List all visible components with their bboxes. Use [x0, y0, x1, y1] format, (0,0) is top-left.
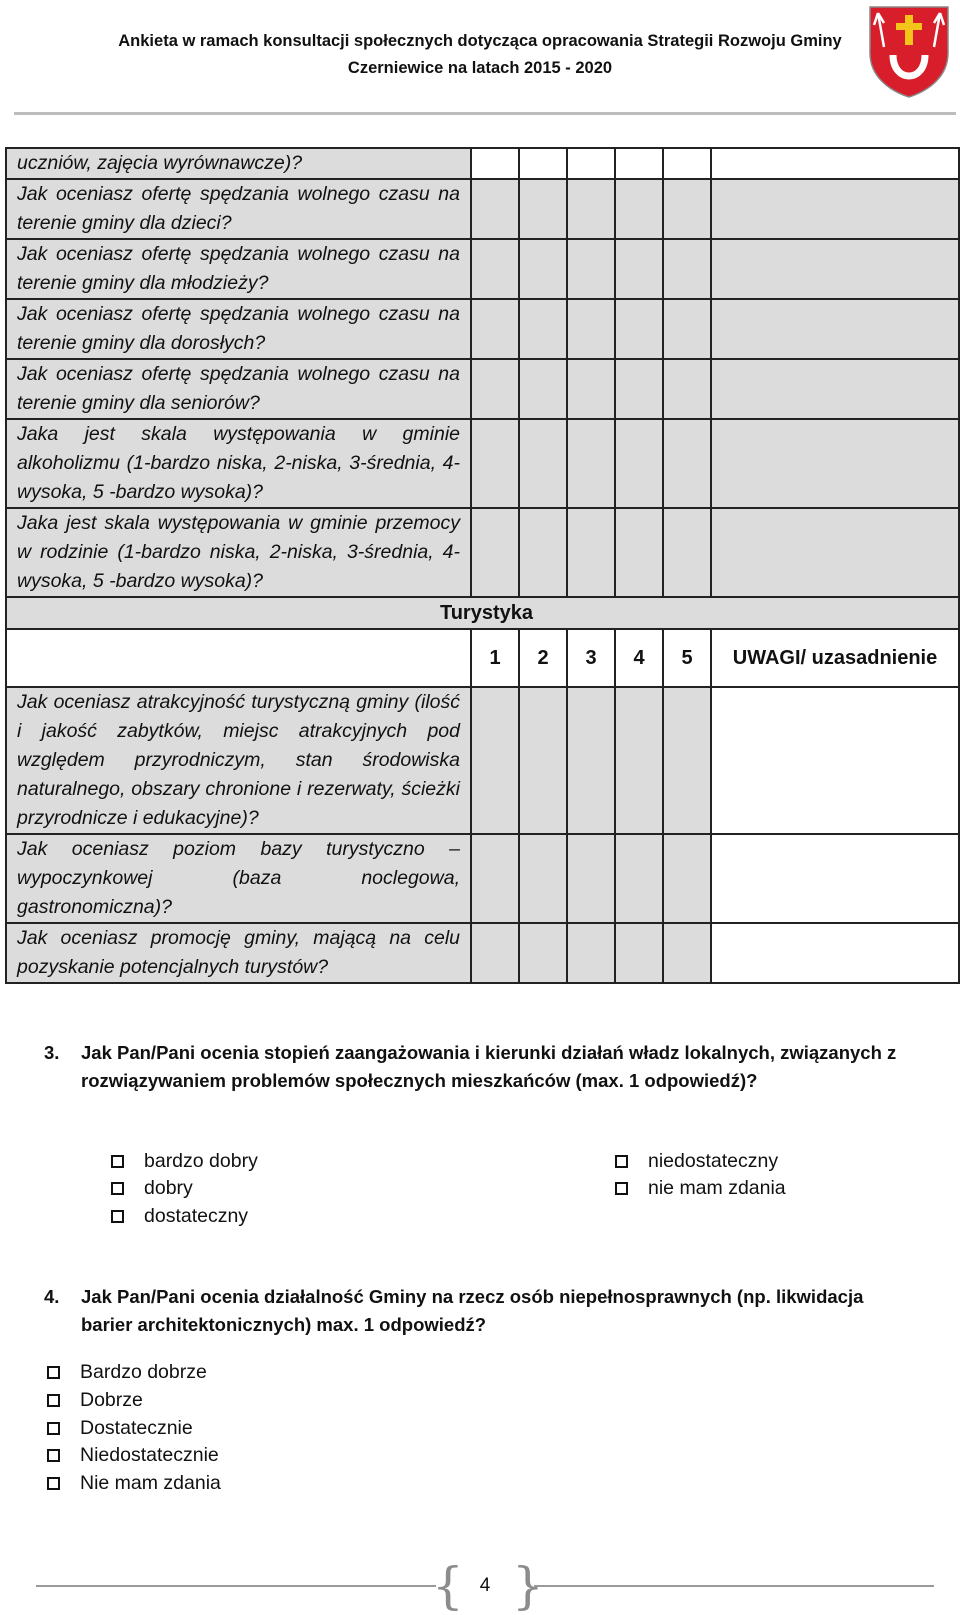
rating-cell[interactable]	[567, 923, 615, 983]
left-brace-icon: {	[432, 1557, 464, 1615]
rating-cell[interactable]	[567, 148, 615, 179]
rating-cell[interactable]	[471, 508, 519, 597]
scale-label: 1	[471, 629, 519, 687]
question-cell: Jak oceniasz atrakcyjność turystyczną gminy (ilość i jakość zabytków, miejsc atrakcyjnych pod względem przyrodniczym, stan środowiska naturalnego, obszary chronione i rezerwaty, ścieżki przyrodnicze i edukacyjne)?	[6, 687, 471, 834]
rating-cell[interactable]	[519, 148, 567, 179]
rating-cell[interactable]	[519, 834, 567, 923]
header-title-line1: Ankieta w ramach konsultacji społecznych dotycząca opracowania Strategii Rozwoju Gminy	[118, 32, 842, 50]
rating-cell[interactable]	[567, 359, 615, 419]
table-row	[6, 359, 959, 419]
rating-cell[interactable]	[519, 299, 567, 359]
scale-header-row	[6, 629, 959, 687]
rating-cell[interactable]	[663, 834, 711, 923]
question-text-line: rozwiązywaniem problemów społecznych mieszkańców (max. 1 odpowiedź)?	[81, 1070, 758, 1091]
question-text-line: Jak Pan/Pani ocenia stopień zaangażowania i kierunki działań władz lokalnych, związanych z	[81, 1042, 897, 1063]
option-bardzo-dobrze[interactable]	[47, 1359, 207, 1386]
rating-cell[interactable]	[519, 239, 567, 299]
option-label: Bardzo dobrze	[80, 1361, 207, 1383]
remarks-cell[interactable]	[711, 834, 959, 923]
question-text-line: barier architektonicznych) max. 1 odpowiedź?	[81, 1314, 487, 1335]
rating-cell[interactable]	[615, 687, 663, 834]
rating-cell[interactable]	[663, 299, 711, 359]
header-title	[80, 28, 880, 82]
rating-cell[interactable]	[663, 239, 711, 299]
rating-cell[interactable]	[615, 923, 663, 983]
footer-divider-right	[534, 1585, 934, 1587]
checkbox-icon[interactable]	[47, 1366, 60, 1379]
checkbox-icon[interactable]	[111, 1155, 124, 1168]
scale-label: 5	[663, 629, 711, 687]
remarks-header: UWAGI/ uzasadnienie	[711, 629, 959, 687]
option-label: Dobrze	[80, 1389, 143, 1411]
option-label: dobry	[144, 1177, 193, 1199]
rating-cell[interactable]	[615, 359, 663, 419]
header-title-line2: Czerniewice na latach 2015 - 2020	[347, 59, 613, 77]
coat-of-arms-icon	[866, 3, 952, 99]
footer-divider-left	[36, 1585, 436, 1587]
checkbox-icon[interactable]	[47, 1394, 60, 1407]
rating-cell[interactable]	[471, 923, 519, 983]
header-divider	[14, 112, 956, 115]
question-cell: Jak oceniasz ofertę spędzania wolnego czasu na terenie gminy dla dorosłych?	[6, 299, 471, 359]
rating-cell[interactable]	[567, 687, 615, 834]
table-row	[6, 179, 959, 239]
question-text-line: Jak Pan/Pani ocenia działalność Gminy na rzecz osób niepełnosprawnych (np. likwidacja	[81, 1286, 864, 1307]
rating-cell[interactable]	[615, 299, 663, 359]
checkbox-icon[interactable]	[615, 1182, 628, 1195]
rating-cell[interactable]	[471, 359, 519, 419]
question-cell: Jak oceniasz poziom bazy turystyczno – wypoczynkowej (baza noclegowa, gastronomiczna)?	[6, 834, 471, 923]
checkbox-icon[interactable]	[111, 1182, 124, 1195]
rating-cell[interactable]	[519, 508, 567, 597]
rating-cell[interactable]	[519, 923, 567, 983]
remarks-cell[interactable]	[711, 508, 959, 597]
section-title: Turystyka	[6, 597, 959, 629]
rating-cell[interactable]	[519, 687, 567, 834]
question-cell: Jak oceniasz ofertę spędzania wolnego czasu na terenie gminy dla młodzieży?	[6, 239, 471, 299]
rating-cell[interactable]	[471, 239, 519, 299]
question-cell: Jaka jest skala występowania w gminie alkoholizmu (1-bardzo niska, 2-niska, 3-średnia, 4-wysoka, 5 -bardzo wysoka)?	[6, 419, 471, 508]
checkbox-icon[interactable]	[47, 1422, 60, 1435]
option-dostatecznie[interactable]	[47, 1415, 193, 1442]
rating-cell[interactable]	[567, 179, 615, 239]
rating-cell[interactable]	[567, 508, 615, 597]
option-dobry[interactable]	[111, 1175, 193, 1202]
checkbox-icon[interactable]	[615, 1155, 628, 1168]
rating-cell[interactable]	[519, 419, 567, 508]
rating-cell[interactable]	[615, 148, 663, 179]
checkbox-icon[interactable]	[47, 1477, 60, 1490]
question-cell: Jak oceniasz ofertę spędzania wolnego czasu na terenie gminy dla seniorów?	[6, 359, 471, 419]
rating-cell[interactable]	[567, 299, 615, 359]
table-row	[6, 148, 959, 179]
option-label: dostateczny	[144, 1205, 249, 1227]
rating-cell[interactable]	[663, 923, 711, 983]
option-dobrze[interactable]	[47, 1387, 143, 1414]
rating-cell[interactable]	[471, 419, 519, 508]
rating-cell[interactable]	[615, 239, 663, 299]
survey-table	[5, 147, 960, 984]
scale-label: 2	[519, 629, 567, 687]
section-row	[6, 597, 959, 629]
table-row	[6, 834, 959, 923]
rating-cell[interactable]	[567, 419, 615, 508]
rating-cell[interactable]	[663, 148, 711, 179]
option-dostateczny[interactable]	[111, 1203, 248, 1230]
question-number: 4.	[44, 1286, 60, 1307]
option-niedostateczny[interactable]	[615, 1148, 778, 1175]
rating-cell[interactable]	[471, 299, 519, 359]
question-cell: Jak oceniasz ofertę spędzania wolnego czasu na terenie gminy dla dzieci?	[6, 179, 471, 239]
rating-cell[interactable]	[471, 687, 519, 834]
table-row	[6, 923, 959, 983]
right-brace-icon: }	[512, 1557, 544, 1615]
option-nie-mam-zdania[interactable]	[615, 1175, 786, 1202]
rating-cell[interactable]	[567, 239, 615, 299]
table-row	[6, 239, 959, 299]
remarks-cell[interactable]	[711, 239, 959, 299]
rating-cell[interactable]	[471, 179, 519, 239]
rating-cell[interactable]	[615, 508, 663, 597]
table-row	[6, 687, 959, 834]
rating-cell[interactable]	[567, 834, 615, 923]
question-cell: Jak oceniasz promocję gminy, mającą na celu pozyskanie potencjalnych turystów?	[6, 923, 471, 983]
question-cell: Jaka jest skala występowania w gminie przemocy w rodzinie (1-bardzo niska, 2-niska, 3-średnia, 4-wysoka, 5 -bardzo wysoka)?	[6, 508, 471, 597]
option-label: Niedostatecznie	[80, 1444, 219, 1466]
question-number: 3.	[44, 1042, 60, 1063]
rating-cell[interactable]	[519, 359, 567, 419]
option-label: niedostateczny	[648, 1150, 779, 1172]
option-label: bardzo dobry	[144, 1150, 258, 1172]
table-row	[6, 299, 959, 359]
remarks-cell[interactable]	[711, 923, 959, 983]
option-label: Dostatecznie	[80, 1417, 193, 1439]
question-cell: uczniów, zajęcia wyrównawcze)?	[6, 148, 471, 179]
rating-cell[interactable]	[615, 834, 663, 923]
remarks-cell[interactable]	[711, 687, 959, 834]
rating-cell[interactable]	[615, 419, 663, 508]
remarks-cell[interactable]	[711, 419, 959, 508]
remarks-cell[interactable]	[711, 179, 959, 239]
rating-cell[interactable]	[663, 179, 711, 239]
table-row	[6, 508, 959, 597]
rating-cell[interactable]	[663, 419, 711, 508]
checkbox-icon[interactable]	[111, 1210, 124, 1223]
header-blank-cell	[6, 629, 471, 687]
rating-cell[interactable]	[519, 179, 567, 239]
table-row	[6, 419, 959, 508]
rating-cell[interactable]	[471, 834, 519, 923]
option-niedostatecznie[interactable]	[47, 1442, 219, 1469]
option-bardzo-dobry[interactable]	[111, 1148, 258, 1175]
remarks-cell[interactable]	[711, 148, 959, 179]
option-label: nie mam zdania	[648, 1177, 786, 1199]
rating-cell[interactable]	[615, 179, 663, 239]
remarks-cell[interactable]	[711, 299, 959, 359]
remarks-cell[interactable]	[711, 359, 959, 419]
rating-cell[interactable]	[471, 148, 519, 179]
rating-cell[interactable]	[663, 359, 711, 419]
checkbox-icon[interactable]	[47, 1449, 60, 1462]
scale-label: 4	[615, 629, 663, 687]
option-nie-mam-zdania-4[interactable]	[47, 1470, 221, 1497]
rating-cell[interactable]	[663, 508, 711, 597]
scale-label: 3	[567, 629, 615, 687]
rating-cell[interactable]	[663, 687, 711, 834]
page-number: 4	[479, 1575, 491, 1596]
page-header	[0, 0, 960, 118]
option-label: Nie mam zdania	[80, 1472, 221, 1494]
